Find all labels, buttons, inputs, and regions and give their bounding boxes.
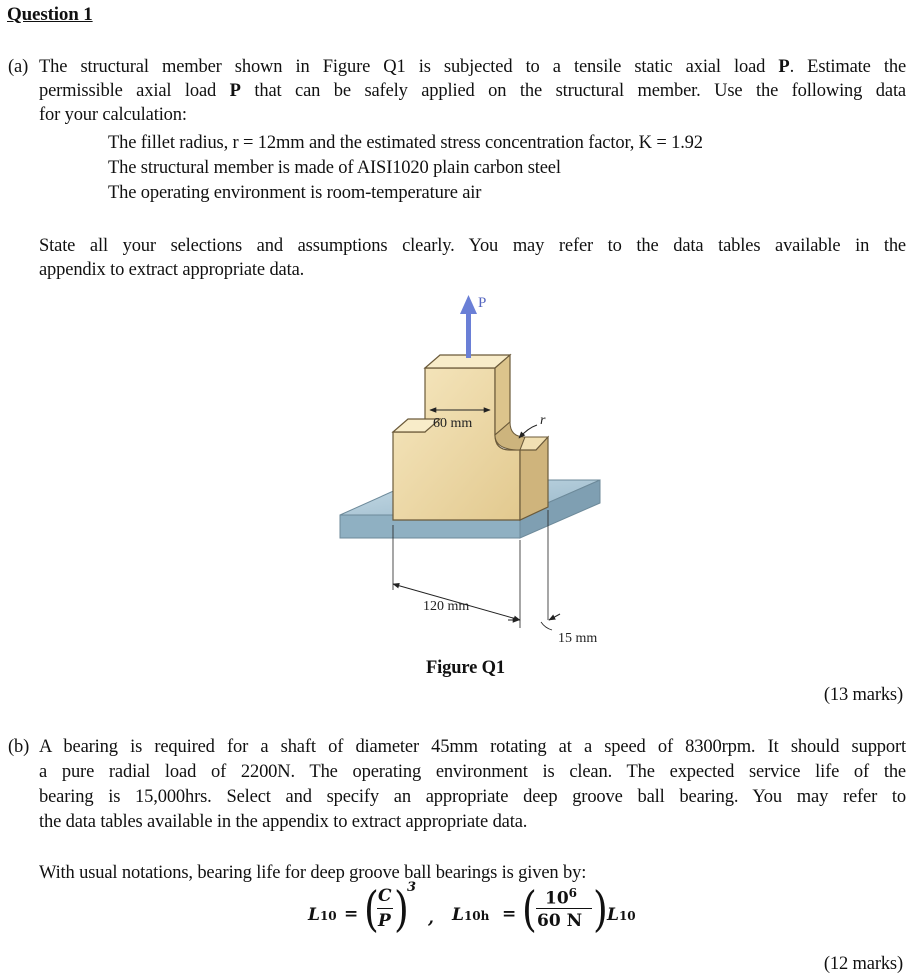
data-item-material: The structural member is made of AISI1020 plain carbon steel [108, 158, 561, 178]
data-item-fillet: The fillet radius, r = 12mm and the estimated stress concentration factor, K = 1.92 [108, 133, 703, 153]
paren-close-1: ) [394, 881, 409, 937]
p-symbol: P [378, 911, 391, 931]
l10h-symbol: L10h [452, 905, 490, 925]
part-a-label: (a) [8, 57, 29, 77]
paren-close-2: ) [593, 881, 608, 937]
instructions-line-1: State all your selections and assumptions clearly. You may refer to the data tables available in the [39, 236, 906, 256]
numerator: $10^6$ [545, 886, 578, 909]
top-width-label: 60 mm [433, 416, 473, 431]
l10-symbol: L10 [308, 905, 337, 925]
figure-caption: Figure Q1 [426, 658, 505, 678]
part-b-line-1: A bearing is required for a shaft of diameter 45mm rotating at a speed of 8300rpm. It should support [39, 737, 906, 757]
load-label: P [478, 295, 487, 311]
part-b-line-2: a pure radial load of 2200N. The operating environment is clean. The expected service life of the [39, 762, 906, 782]
c-symbol: C [378, 886, 392, 906]
exponent-3: 3 [407, 880, 417, 895]
data-item-environment: The operating environment is room-temperature air [108, 183, 482, 203]
equals-2: = [502, 904, 517, 924]
radius-label: r [540, 413, 546, 428]
stepped-block [393, 355, 548, 520]
part-b-line-4: the data tables available in the appendix to extract appropriate data. [39, 812, 528, 832]
instructions-line-2: appendix to extract appropriate data. [39, 260, 305, 280]
base-width-label: 120 mm [423, 599, 470, 614]
load-arrow [460, 295, 477, 358]
equals-1: = [344, 904, 359, 924]
thickness-label: 15 mm [558, 631, 598, 646]
paren-open-1: ( [364, 881, 379, 937]
paren-open-2: ( [522, 881, 537, 937]
question-title: Question 1 [7, 4, 93, 25]
part-a-line-1: The structural member shown in Figure Q1 is subjected to a tensile static axial load P. Estimate the [39, 57, 907, 77]
part-b-marks: (12 marks) [823, 954, 903, 974]
part-a-marks: (13 marks) [823, 685, 903, 705]
part-a-line-2: permissible axial load P that can be safely applied on the structural member. Use the following data [39, 81, 906, 101]
part-b-label: (b) [8, 737, 30, 757]
comma: , [428, 908, 434, 928]
part-b-line-3: bearing is 15,000hrs. Select and specify an appropriate deep groove ball bearing. You may refer to [39, 787, 906, 807]
fraction-bar-1 [377, 908, 393, 909]
fraction-bar-2 [536, 908, 592, 909]
denominator: 60 N [537, 911, 583, 931]
part-a-line-3: for your calculation: [39, 105, 187, 125]
formula-intro: With usual notations, bearing life for deep groove ball bearings is given by: [39, 863, 587, 883]
radius-leader [519, 425, 537, 438]
dim-15-leader [541, 622, 552, 630]
l10-rhs: L10 [607, 905, 636, 925]
